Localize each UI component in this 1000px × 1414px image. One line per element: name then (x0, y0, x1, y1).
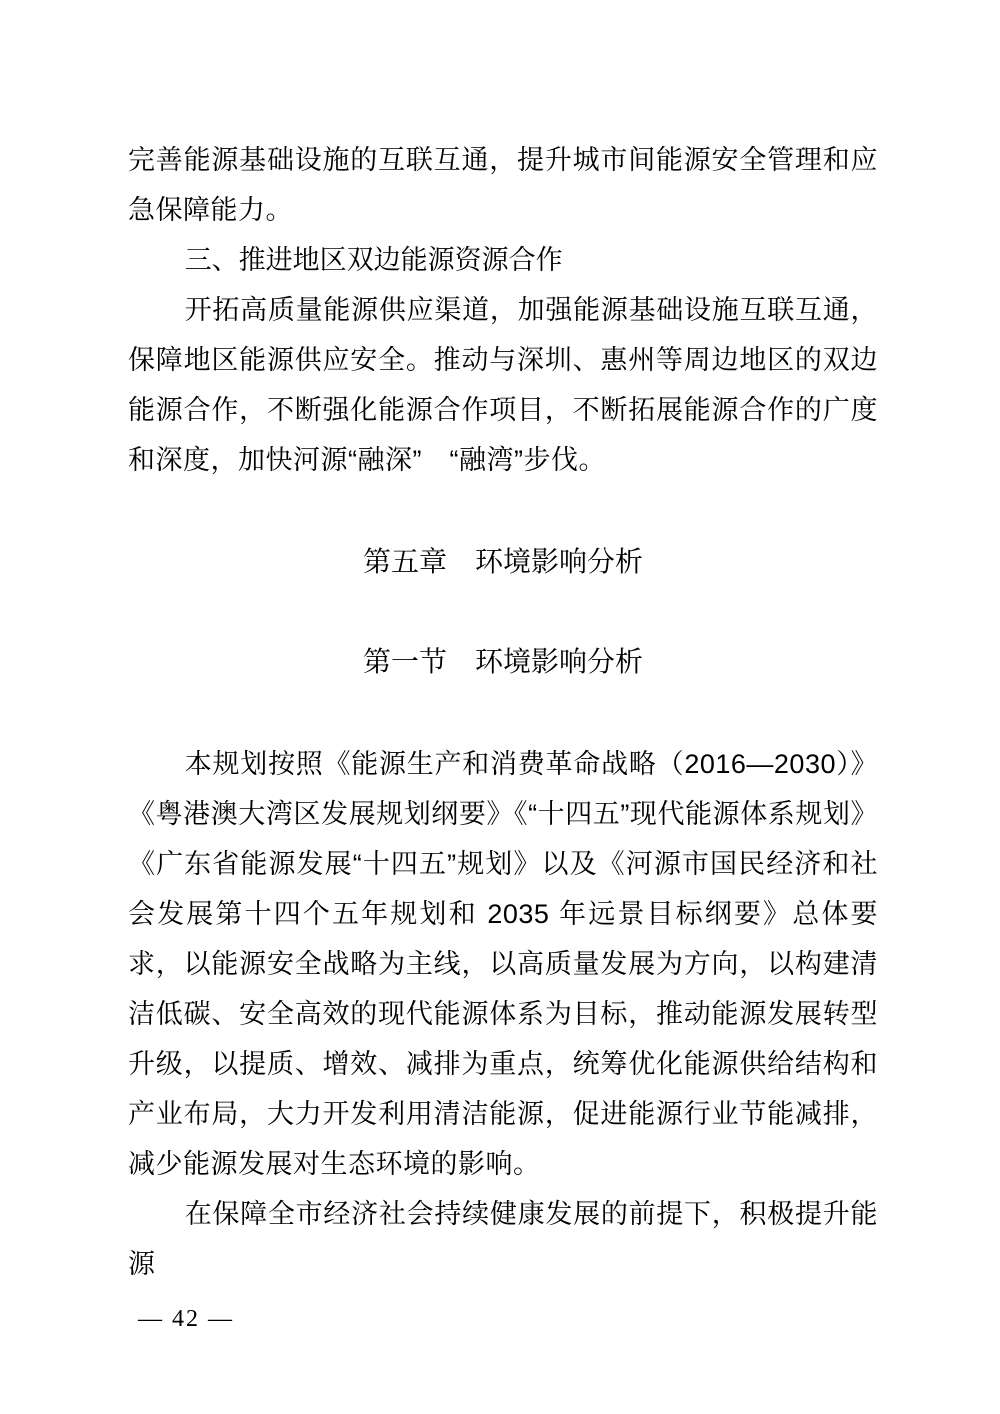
section-title: 第一节 环境影响分析 (362, 646, 643, 677)
paragraph-bilateral-cooperation: 开拓高质量能源供应渠道，加强能源基础设施互联互通，保障地区能源供应安全。推动与深圳、惠州等周边地区的双边能源合作，不断强化能源合作项目，不断拓展能源合作的广度和深度，加快河源“融深” “融湾”步伐。 (128, 295, 878, 475)
paragraph-energy-guarantee: 在保障全市经济社会持续健康发展的前提下，积极提升能源 (128, 1199, 878, 1279)
page-number: — 42 — (138, 1306, 234, 1332)
chapter-title: 第五章 环境影响分析 (362, 546, 643, 577)
heading-bilateral-cooperation: 三、推进地区双边能源资源合作 (184, 245, 563, 275)
paragraph-interconnection: 完善能源基础设施的互联互通，提升城市间能源安全管理和应急保障能力。 (128, 145, 878, 225)
paragraph-plan-overview: 本规划按照《能源生产和消费革命战略（2016—2030）》《粤港澳大湾区发展规划纲要》《“十四五”现代能源体系规划》《广东省能源发展“十四五”规划》以及《河源市国民经济和社会发展第十四个五年规划和 2035 年远景目标纲要》总体要求，以能源安全战略为主线，以高质量发展为方向，以构建清洁低碳、安全高效的现代能源体系为目标，推动能源发展转型升级，以提质、增效、减排为重点，统筹优化能源供给结构和产业布局，大力开发利用清洁能源，促进能源行业节能减排，减少能源发展对生态环境的影响。 (128, 749, 878, 1179)
